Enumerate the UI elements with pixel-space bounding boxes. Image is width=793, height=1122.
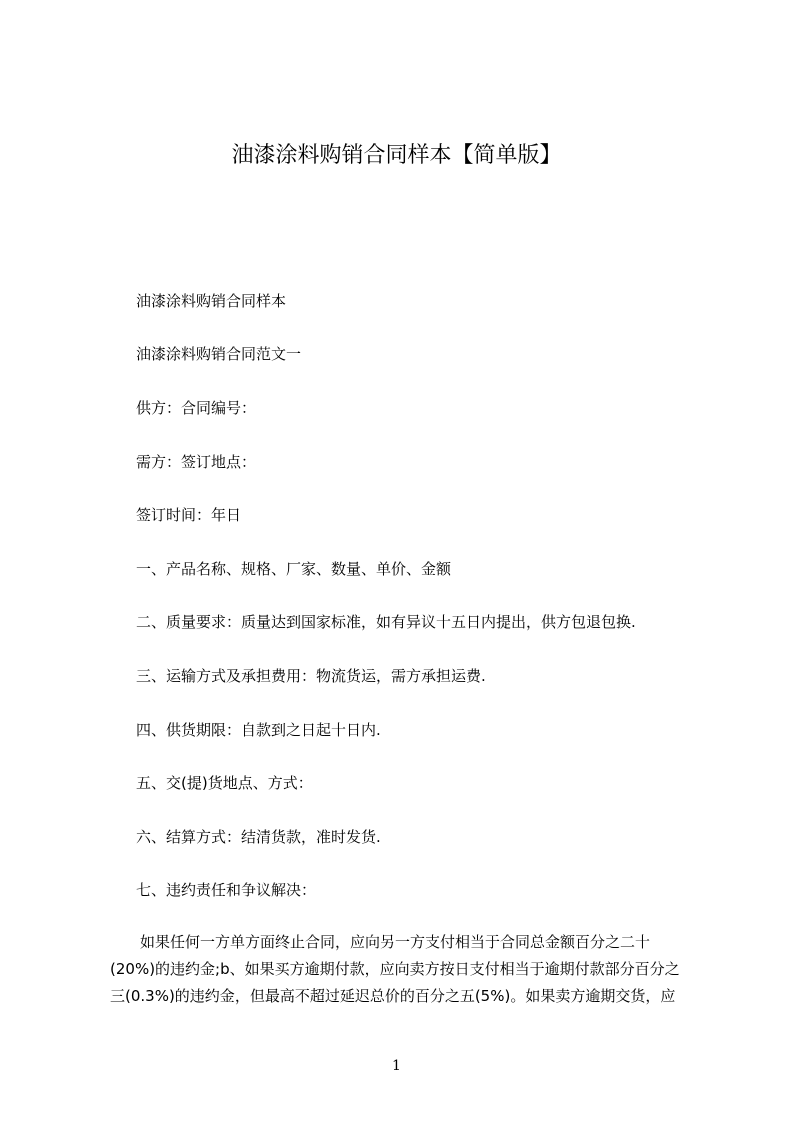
signing-time-line: 签订时间：年日 <box>136 506 242 524</box>
paragraph-line: 如果任何一方单方面终止合同，应向另一方支付相当于合同总金额百分之二十 <box>140 933 651 951</box>
clause-1: 一、产品名称、规格、厂家、数量、单价、金额 <box>136 560 452 578</box>
clause-3: 三、运输方式及承担费用：物流货运，需方承担运费. <box>136 667 486 685</box>
breach-paragraph <box>110 929 698 1010</box>
clause-6: 六、结算方式：结清货款，准时发货. <box>136 828 381 846</box>
paragraph-line: 三(0.3%)的违约金，但最高不超过延迟总价的百分之五(5%)。如果卖方逾期交货，应 <box>110 987 676 1005</box>
supplier-line: 供方：合同编号： <box>136 399 257 417</box>
document-title: 油漆涂料购销合同样本【简单版】 <box>231 143 562 168</box>
buyer-line: 需方：签订地点： <box>136 453 257 471</box>
clause-2: 二、质量要求：质量达到国家标准，如有异议十五日内提出，供方包退包换. <box>136 613 636 631</box>
paragraph-line: (20%)的违约金;b、如果买方逾期付款，应向卖方按日支付相当于逾期付款部分百分之 <box>110 960 680 978</box>
section-heading: 油漆涂料购销合同样本 <box>136 292 287 310</box>
clause-4: 四、供货期限：自款到之日起十日内. <box>136 721 381 739</box>
subtitle-line: 油漆涂料购销合同范文一 <box>136 345 302 363</box>
clause-5: 五、交(提)货地点、方式： <box>136 774 313 792</box>
page-number: 1 <box>392 1058 401 1074</box>
clause-7: 七、违约责任和争议解决： <box>136 881 317 899</box>
